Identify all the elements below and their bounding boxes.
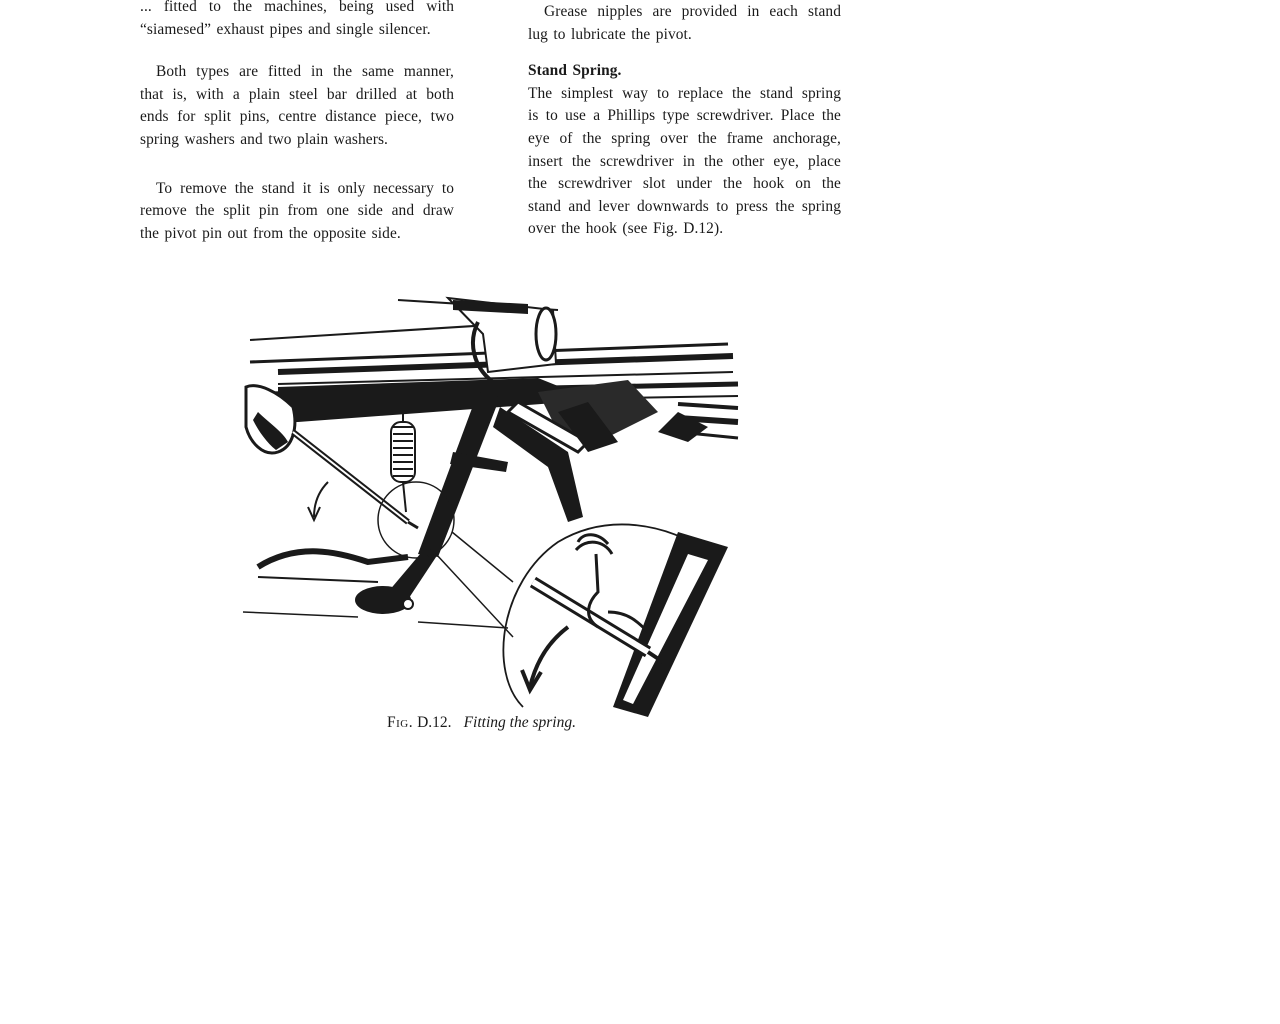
left-para-2-line-4: spring washers and two plain washers. [140,130,388,148]
spring-line-5: the screwdriver slot under the hook on the [528,175,841,193]
spring-line-2: is to use a Phillips type screwdriver. Place the [528,107,841,125]
left-para-2-line-1: Both types are fitted in the same manner, [156,63,454,81]
caption-number: D.12. [417,714,452,731]
section-heading-stand-spring: Stand Spring. [528,62,622,80]
grease-line-2: lug to lubricate the pivot. [528,25,692,43]
left-para-3-line-1: To remove the stand it is only necessary to [156,179,454,197]
left-para-3-line-3: the pivot pin out from the opposite side. [140,224,401,242]
caption-title: Fitting the spring. [463,714,576,731]
spring-line-3: eye of the spring over the frame anchorage, [528,129,841,147]
spring-line-1: The simplest way to replace the stand spring [528,84,841,102]
left-para-2-line-3: ends for split pins, centre distance piece, two [140,108,454,126]
exhaust-pipe [448,298,556,382]
left-para-3-line-2: remove the split pin from one side and draw [140,202,454,220]
right-text-column [528,1,841,241]
figure-caption [387,714,576,732]
spring-line-4: insert the screwdriver in the other eye, place [528,152,841,170]
rotate-arrow-icon [308,482,328,520]
left-para-2-line-2: that is, with a plain steel bar drilled at both [140,85,454,103]
fitting-spring-illustration [238,292,743,717]
left-text-column [140,0,454,245]
spring-line-7: over the hook (see Fig. D.12). [528,220,724,238]
enlarged-detail [503,524,728,717]
left-para-1-line-1: ... fitted to the machines, being used with [140,0,454,15]
left-para-1-line-2: “siamesed” exhaust pipes and single silencer. [140,20,431,38]
grease-line-1: Grease nipples are provided in each stand [544,3,841,20]
spring-line-6: stand and lever downwards to press the spring [528,197,841,215]
caption-label: Fig. [387,714,414,731]
